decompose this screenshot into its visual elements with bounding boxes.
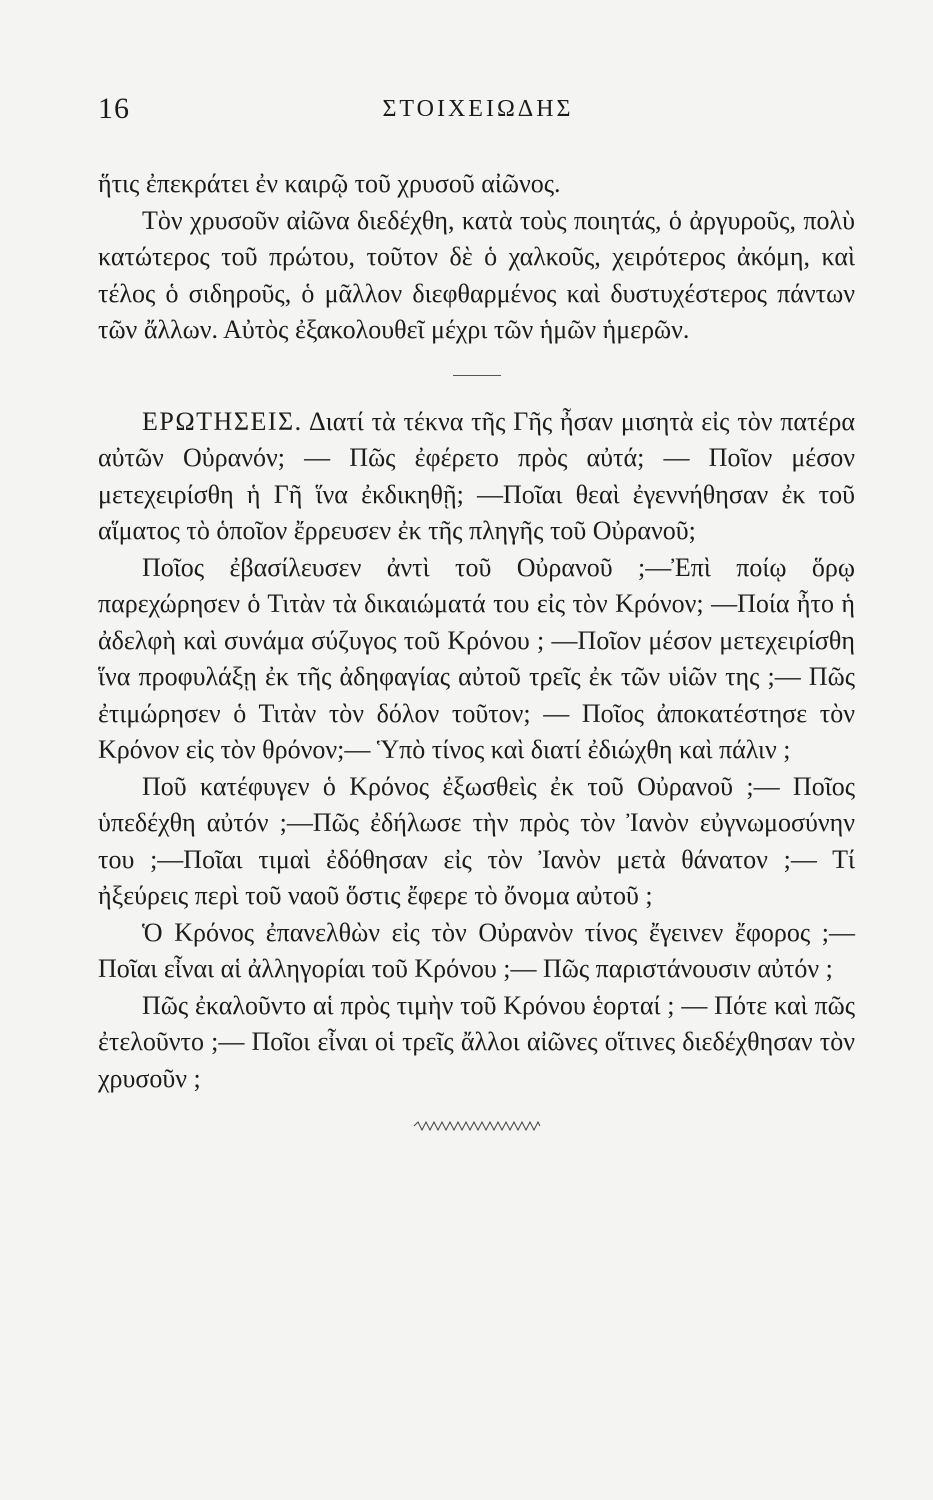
page-number: 16: [98, 92, 130, 125]
running-head: ΣΤΟΙΧΕΙΩΔΗΣ: [382, 96, 574, 122]
page-body: [98, 166, 855, 1133]
questions-paragraph-3: Ποῦ κατέφυγεν ὁ Κρόνος ἐξωσθεὶς ἐκ τοῦ Οὐρανοῦ ;— Ποῖος ὑπεδέχθη αὐτόν ;—Πῶς ἐδήλωσε τὴν πρὸς τὸν Ἰανὸν εὐγνωμοσύνην του ;—Ποῖαι τιμαὶ ἐδόθησαν εἰς τὸν Ἰανὸν μετὰ θάνατον ;— Τί ἠξεύρεις περὶ τοῦ ναοῦ ὅστις ἔφερε τὸ ὄνομα αὐτοῦ ;: [98, 771, 855, 910]
questions-text-1: Διατί τὰ τέκνα τῆς Γῆς ἦσαν μισητὰ εἰς τὸν πατέρα αὐτῶν Οὐρανόν; — Πῶς ἐφέρετο πρὸς αὐτά; — Ποῖον μέσον μετεχειρίσθη ἡ Γῆ ἵνα ἐκδικηθῇ; —Ποῖαι θεαὶ ἐγεννήθησαν ἐκ τοῦ αἵματος τὸ ὁποῖον ἔρρευσεν ἐκ τῆς πληγῆς τοῦ Οὐρανοῦ;: [98, 406, 855, 545]
end-ornament-icon: [412, 1119, 542, 1133]
section-divider: [453, 375, 501, 376]
page-header: [98, 92, 858, 132]
questions-paragraph-4: Ὁ Κρόνος ἐπανελθὼν εἰς τὸν Οὐρανὸν τίνος ἔγεινεν ἔφορος ;—Ποῖαι εἶναι αἱ ἀλληγορίαι τοῦ Κρόνου ;— Πῶς παριστάνουσιν αὐτόν ;: [98, 917, 855, 983]
paragraph-continuation: ἥτις ἐπεκράτει ἐν καιρῷ τοῦ χρυσοῦ αἰῶνος.: [98, 169, 561, 198]
questions-paragraph-2: Ποῖος ἐβασίλευσεν ἀντὶ τοῦ Οὐρανοῦ ;—Ἐπὶ ποίῳ ὅρῳ παρεχώρησεν ὁ Τιτὰν τὰ δικαιώματά του εἰς τὸν Κρόνον; —Ποία ἦτο ἡ ἀδελφὴ καὶ συνάμα σύζυγος τοῦ Κρόνου ; —Ποῖον μέσον μετεχειρίσθη ἵνα προφυλάξῃ ἐκ τῆς ἀδηφαγίας αὐτοῦ τρεῖς ἐκ τῶν υἱῶν της ;— Πῶς ἐτιμώρησεν ὁ Τιτὰν τὸν δόλον τοῦτον; — Ποῖος ἀποκατέστησε τὸν Κρόνον εἰς τὸν θρόνον;— Ὑπὸ τίνος καὶ διατί ἐδιώχθη καὶ πάλιν ;: [98, 552, 855, 764]
questions-label: ΕΡΩΤΗΣΕΙΣ.: [142, 406, 303, 436]
paragraph-ages: Τὸν χρυσοῦν αἰῶνα διεδέχθη, κατὰ τοὺς ποιητάς, ὁ ἀργυροῦς, πολὺ κατώτερος τοῦ πρώτου, τοῦτον δὲ ὁ χαλκοῦς, χειρότερος ἀκόμη, καὶ τέλος ὁ σιδηροῦς, ὁ μᾶλλον διεφθαρμένος καὶ δυστυχέστερος πάντων τῶν ἄλλων. Αὐτὸς ἐξακολουθεῖ μέχρι τῶν ἡμῶν ἡμερῶν.: [98, 205, 855, 344]
questions-paragraph-5: Πῶς ἐκαλοῦντο αἱ πρὸς τιμὴν τοῦ Κρόνου ἑορταί ; — Πότε καὶ πῶς ἐτελοῦντο ;— Ποῖοι εἶναι οἱ τρεῖς ἄλλοι αἰῶνες οἵτινες διεδέχθησαν τὸν χρυσοῦν ;: [98, 990, 855, 1093]
questions-paragraph-1: [98, 404, 855, 550]
